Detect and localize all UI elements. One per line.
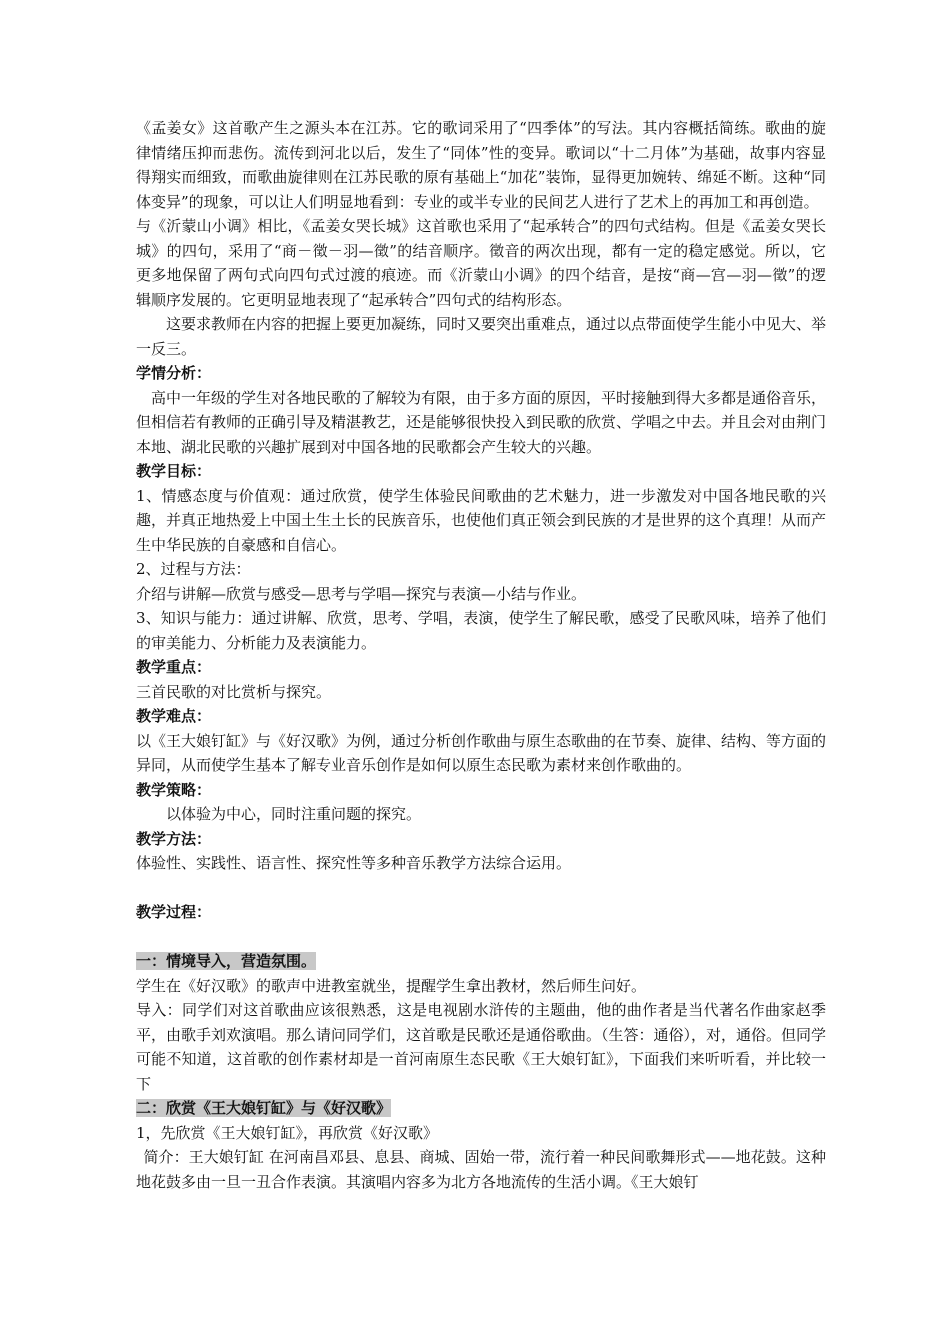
paragraph-song-intro: 简介：王大娘钉缸 在河南昌邓县、息县、商城、固始一带，流行着一种民间歌舞形式——地花鼓。这种地花鼓多由一旦一丑合作表演。其演唱内容多为北方各地流传的生活小调。《王大娘钉 bbox=[136, 1148, 826, 1191]
heading-difficulties: 教学难点： bbox=[136, 707, 212, 725]
document-page bbox=[136, 116, 826, 1194]
paragraph-entering-class: 学生在《好汉歌》的歌声中进教室就坐，提醒学生拿出教材，然后师生问好。 bbox=[136, 976, 647, 995]
blank-line bbox=[136, 876, 826, 901]
paragraph-mengjiangnu: 《孟姜女》这首歌产生之源头本在江苏。它的歌词采用了“四季体”的写法。其内容概括简练。歌曲的旋律情绪压抑而悲伤。流传到河北以后，发生了“同体”性的变异。歌词以“十二月体”为基础，故事内容显得翔实而细致，而歌曲旋律则在江苏民歌的原有基础上“加花”装饰，显得更加婉转、绵延不断。这种“同体变异”的现象，可以让人们明显地看到：专业的或半专业的民间艺人进行了艺术上的再加工和再创造。 bbox=[136, 119, 826, 211]
paragraph-goal-process: 介绍与讲解—欣赏与感受—思考与学唱—探究与表演—小结与作业。 bbox=[136, 584, 587, 603]
heading-teaching-process: 教学过程： bbox=[136, 903, 212, 921]
heading-teaching-goals: 教学目标： bbox=[136, 462, 212, 480]
section-two-heading bbox=[136, 1096, 826, 1121]
paragraph-listen-order: 1，先欣赏《王大娘钉缸》，再欣赏《好汉歌》 bbox=[136, 1123, 439, 1142]
paragraph-comparison: 与《沂蒙山小调》相比，《孟姜女哭长城》这首歌也采用了“起承转合”的四句式结构。但是《孟姜女哭长城》的四句，采用了“商－徵－羽—徵”的结音顺序。徵音的两次出现，都有一定的稳定感觉。所以，它更多地保留了两句式向四句式过渡的痕迹。而《沂蒙山小调》的四个结音，是按“商—宫—羽—徵”的逻辑顺序发展的。它更明显地表现了“起承转合”四句式的结构形态。 bbox=[136, 217, 826, 309]
heading-strategy: 教学策略： bbox=[136, 780, 212, 799]
paragraph-strategy: 以体验为中心，同时注重问题的探究。 bbox=[166, 805, 422, 823]
paragraph-introduction: 导入：同学们对这首歌曲应该很熟悉，这是电视剧水浒传的主题曲，他的曲作者是当代著名作曲家赵季平，由歌手刘欢演唱。那么请问同学们，这首歌是民歌还是通俗歌曲。（生答：通俗），对，通俗。但同学可能不知道，这首歌的创作素材却是一首河南原生态民歌《王大娘钉缸》，下面我们来听听看，并比较一下 bbox=[136, 1001, 827, 1093]
paragraph-methods: 体验性、实践性、语言性、探究性等多种音乐教学方法综合运用。 bbox=[136, 854, 572, 872]
paragraph-student-analysis: 高中一年级的学生对各地民歌的了解较为有限，由于多方面的原因，平时接触到得大多都是通俗音乐，但相信若有教师的正确引导及精湛教艺，还是能够很快投入到民歌的欣赏、学唱之中去。并且会对由荆门本地、湖北民歌的兴趣扩展到对中国各地的民歌都会产生较大的兴趣。 bbox=[136, 388, 827, 456]
heading-key-points: 教学重点： bbox=[136, 658, 212, 676]
section-two-highlight: 二：欣赏《王大娘钉缸》与《好汉歌》 bbox=[136, 1099, 392, 1117]
paragraph-goal-knowledge: 3、知识与能力：通过讲解、欣赏，思考、学唱，表演，使学生了解民歌，感受了民歌风味，培养了他们的审美能力、分析能力及表演能力。 bbox=[136, 609, 826, 652]
section-one-highlight: 一：情境导入，营造氛围。 bbox=[136, 952, 317, 970]
section-one-heading bbox=[136, 949, 826, 974]
heading-methods: 教学方法： bbox=[136, 829, 212, 848]
paragraph-difficulties: 以《王大娘钉缸》与《好汉歌》为例，通过分析创作歌曲与原生态歌曲的在节奏、旋律、结构、等方面的异同，从而使学生基本了解专业音乐创作是如何以原生态民歌为素材来创作歌曲的。 bbox=[136, 731, 827, 774]
heading-student-analysis: 学情分析： bbox=[136, 364, 212, 382]
paragraph-goal-emotion: 1、情感态度与价值观：通过欣赏，使学生体验民间歌曲的艺术魅力，进一步激发对中国各地民歌的兴趣，并真正地热爱上中国土生土长的民族音乐，也使他们真正领会到民族的才是世界的这个真理！从而产生中华民族的自豪感和自信心。 bbox=[136, 486, 827, 554]
paragraph-goal-process-label: 2、过程与方法： bbox=[136, 560, 251, 578]
paragraph-teacher-requirement: 这要求教师在内容的把握上要更加凝练，同时又要突出重难点，通过以点带面使学生能小中见大、举一反三。 bbox=[136, 315, 827, 358]
blank-line bbox=[136, 925, 826, 950]
paragraph-key-points: 三首民歌的对比赏析与探究。 bbox=[136, 682, 332, 701]
